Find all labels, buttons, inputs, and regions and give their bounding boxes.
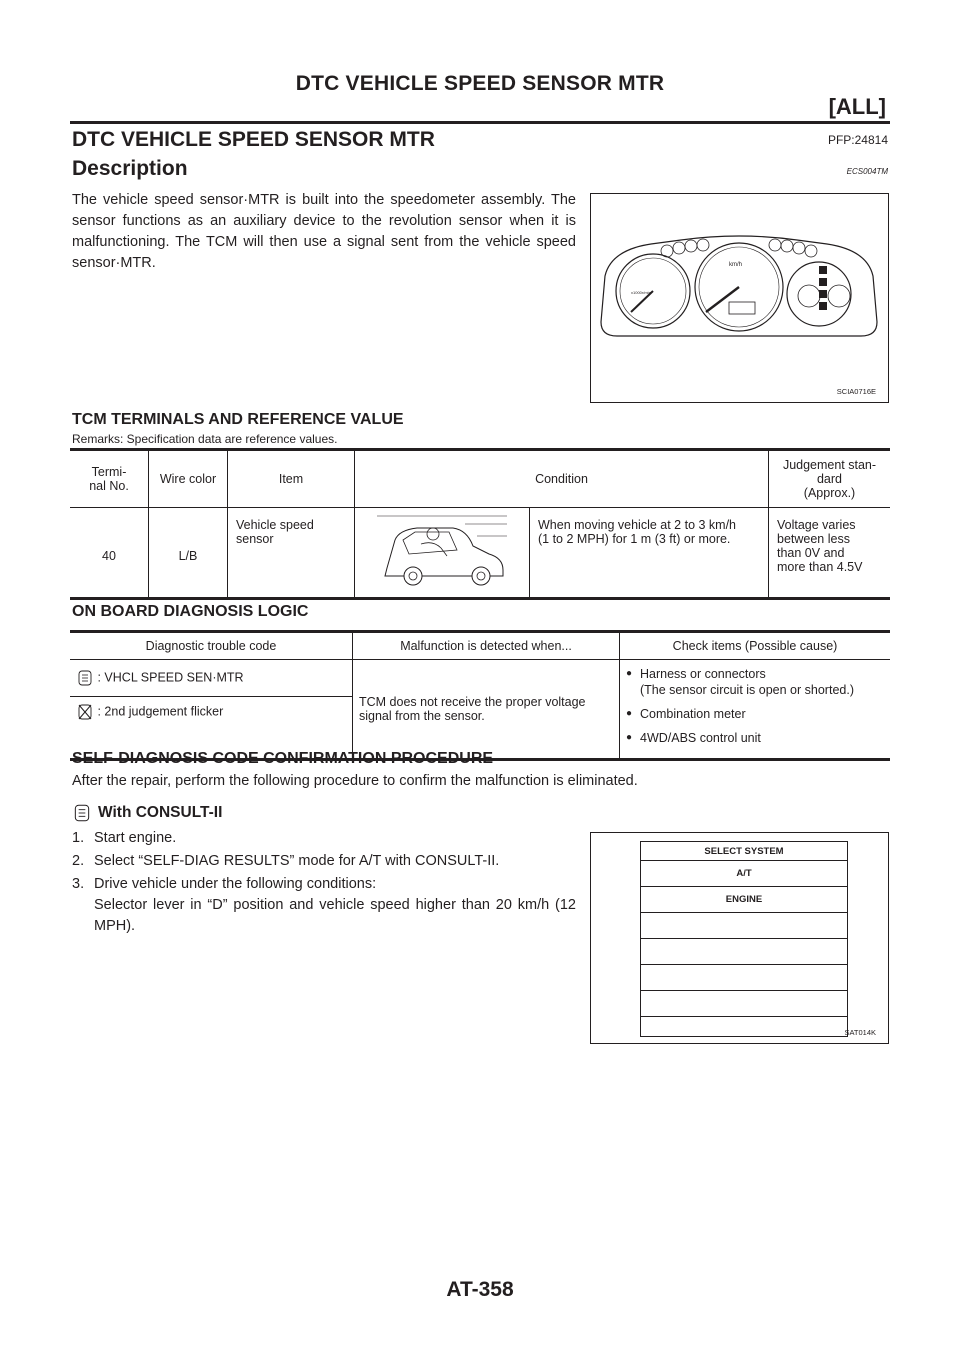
- check-item-harness: ● Harness or connectors (The sensor circuit is open or shorted.): [626, 666, 884, 698]
- page-header-title: DTC VEHICLE SPEED SENSOR MTR: [295, 72, 665, 95]
- tcm-terminals-table: [70, 448, 890, 600]
- system-item-empty: [641, 990, 847, 1016]
- procedure-steps: [72, 828, 576, 939]
- select-system-screen: [640, 841, 848, 1037]
- step-text: Start engine.: [94, 830, 177, 846]
- pfp-code: PFP:24814: [827, 133, 888, 147]
- driving-car-icon: [357, 510, 517, 586]
- no-tools-icon: [76, 703, 94, 721]
- speedometer-figure: [590, 193, 889, 403]
- self-diag-intro: After the repair, perform the following procedure to confirm the malfunction is eliminated.: [72, 773, 638, 789]
- col-check-items: Check items (Possible cause): [620, 632, 891, 660]
- col-malfunction: Malfunction is detected when...: [353, 632, 620, 660]
- system-item-empty: [641, 1016, 847, 1042]
- check-item-4wd: ● 4WD/ABS control unit: [626, 730, 884, 746]
- figure-label-scia0716e: SCIA0716E: [836, 387, 876, 396]
- onboard-diagnosis-table: [70, 630, 890, 761]
- consult-screen-figure: [590, 832, 889, 1044]
- list-item: [72, 851, 576, 872]
- cell-check-items: [620, 660, 891, 760]
- cell-malfunction: TCM does not receive the proper voltage signal from the sensor.: [353, 660, 620, 760]
- table-row: [70, 508, 890, 599]
- system-item-empty: [641, 912, 847, 938]
- check-item-meter: ● Combination meter: [626, 706, 884, 722]
- description-code: ECS004TM: [846, 167, 888, 176]
- col-dtc: Diagnostic trouble code: [70, 632, 353, 660]
- remarks-text: Remarks: Specification data are reference values.: [72, 432, 338, 446]
- gauge-unit-label: km/h: [729, 262, 743, 268]
- consult-icon: [72, 803, 92, 823]
- screen-title: SELECT SYSTEM: [704, 845, 784, 857]
- consult-heading-text: With CONSULT-II: [98, 804, 223, 821]
- header-rule: [70, 121, 890, 124]
- step-number: 1.: [72, 830, 85, 846]
- system-item-empty: [641, 964, 847, 990]
- system-item-empty: [641, 938, 847, 964]
- cell-wire: L/B: [149, 508, 228, 599]
- step-text: Select “SELF-DIAG RESULTS” mode for A/T with CONSULT-II.: [94, 853, 500, 869]
- col-item: Item: [228, 450, 355, 508]
- list-item: [72, 828, 576, 849]
- col-condition: Condition: [355, 450, 769, 508]
- table-row: [70, 660, 890, 697]
- cell-item: Vehicle speed sensor: [228, 508, 355, 599]
- figure-label-sat014k: SAT014K: [844, 1028, 876, 1037]
- col-wire-color: Wire color: [149, 450, 228, 508]
- step-number: 3.: [72, 876, 85, 892]
- col-judgement: Judgement stan- dard (Approx.): [769, 450, 891, 508]
- consult-heading: [72, 803, 222, 823]
- system-item-at[interactable]: A/T: [641, 860, 847, 886]
- cell-condition: When moving vehicle at 2 to 3 km/h (1 to 2 MPH) for 1 m (3 ft) or more.: [530, 508, 769, 599]
- description-heading: Description: [72, 157, 188, 180]
- description-text: The vehicle speed sensor·MTR is built into the speedometer assembly. The sensor functions as an auxiliary device to the revolution sensor when it is malfunctioning. The TCM will then use a signal sent from the vehicle speed sensor·MTR.: [72, 192, 576, 271]
- page-number: AT-358: [446, 1278, 514, 1301]
- step-number: 2.: [72, 853, 85, 869]
- section-title: DTC VEHICLE SPEED SENSOR MTR: [72, 128, 435, 151]
- col-terminal: Termi- nal No.: [70, 450, 149, 508]
- onboard-heading: ON BOARD DIAGNOSIS LOGIC: [72, 603, 309, 620]
- tcm-terminals-heading: TCM TERMINALS AND REFERENCE VALUE: [72, 411, 404, 428]
- self-diag-heading: SELF-DIAGNOSIS CODE CONFIRMATION PROCEDURE: [72, 750, 494, 767]
- cell-terminal: 40: [70, 508, 149, 599]
- consult-icon: [76, 669, 94, 687]
- combination-meter-illustration: [591, 194, 888, 384]
- cell-dtc-1: [70, 660, 353, 697]
- dtc-code-2: : 2nd judgement flicker: [97, 704, 224, 719]
- list-item: [72, 874, 576, 937]
- cell-judgement: Voltage varies between less than 0V and more than 4.5V: [769, 508, 891, 599]
- cell-car-image: [355, 508, 530, 599]
- system-item-engine[interactable]: ENGINE: [641, 886, 847, 912]
- dtc-code-1: : VHCL SPEED SEN·MTR: [97, 670, 244, 685]
- step-text: Drive vehicle under the following conditions: Selector lever in “D” position and vehicle speed higher than 20 km/h (12 MPH).: [94, 876, 576, 934]
- tacho-label: x1000r/min: [631, 290, 651, 295]
- page-header-scope: [ALL]: [828, 94, 886, 119]
